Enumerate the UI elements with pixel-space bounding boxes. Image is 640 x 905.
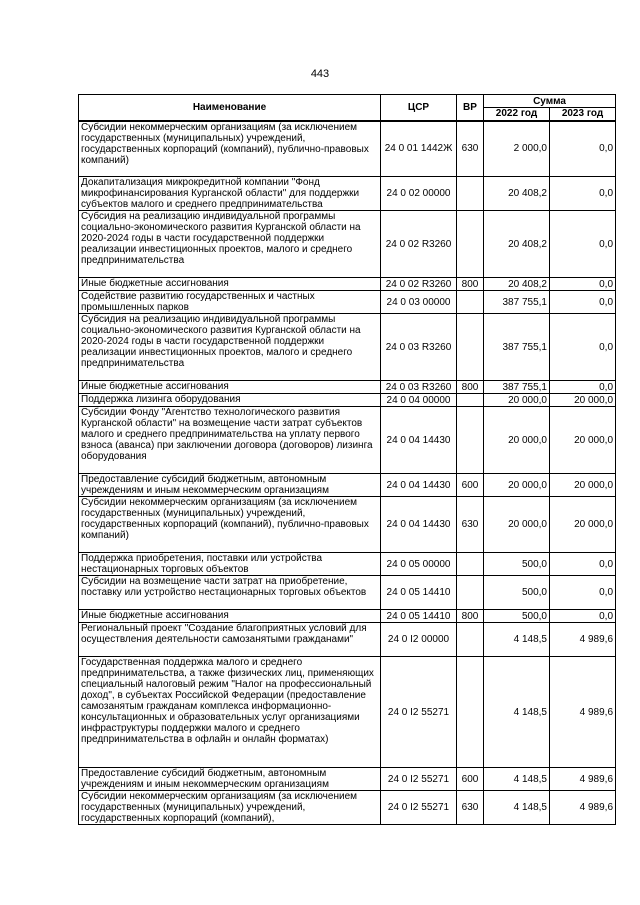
row-vr: 630 bbox=[457, 121, 484, 177]
row-csr: 24 0 02 R3260 bbox=[381, 211, 457, 278]
row-csr: 24 0 01 1442Ж bbox=[381, 121, 457, 177]
row-sum-2022: 20 000,0 bbox=[484, 407, 550, 474]
table-row bbox=[79, 553, 616, 576]
row-name: Предоставление субсидий бюджетным, автономным учреждениям и иным некоммерческим организациям bbox=[79, 474, 381, 497]
header-sum: Сумма bbox=[484, 95, 616, 108]
table-row bbox=[79, 314, 616, 381]
row-sum-2023: 0,0 bbox=[550, 314, 616, 381]
row-name: Поддержка приобретения, поставки или устройства нестационарных торговых объектов bbox=[79, 553, 381, 576]
row-vr: 800 bbox=[457, 610, 484, 623]
row-sum-2022: 20 408,2 bbox=[484, 211, 550, 278]
header-vr: ВР bbox=[457, 95, 484, 121]
row-name: Государственная поддержка малого и среднего предпринимательства, а также физических лиц, применяющих специальный налоговый режим "Налог на профессиональный доход", в субъектах Российской Федерации (предоставление самозанятым гражданам комплекса информационно-консультационных и образовательных услуг организациями инфраструктуры поддержки малого и среднего предпринимательства в офлайн и онлайн форматах) bbox=[79, 657, 381, 768]
row-sum-2022: 4 148,5 bbox=[484, 623, 550, 657]
row-vr: 600 bbox=[457, 768, 484, 791]
row-name: Субсидии некоммерческим организациям (за исключением государственных (муниципальных) учреждений, государственных корпораций (компаний), публично-правовых компаний) bbox=[79, 497, 381, 553]
row-name: Иные бюджетные ассигнования bbox=[79, 610, 381, 623]
row-sum-2022: 500,0 bbox=[484, 610, 550, 623]
row-sum-2023: 4 989,6 bbox=[550, 657, 616, 768]
row-sum-2022: 4 148,5 bbox=[484, 791, 550, 825]
row-sum-2023: 20 000,0 bbox=[550, 497, 616, 553]
row-sum-2023: 0,0 bbox=[550, 278, 616, 291]
row-sum-2022: 387 755,1 bbox=[484, 291, 550, 314]
row-vr: 800 bbox=[457, 278, 484, 291]
row-vr: 630 bbox=[457, 497, 484, 553]
row-name: Субсидии на возмещение части затрат на приобретение, поставку или устройство нестационарных торговых объектов bbox=[79, 576, 381, 610]
table-row bbox=[79, 497, 616, 553]
row-sum-2022: 20 408,2 bbox=[484, 278, 550, 291]
row-name: Иные бюджетные ассигнования bbox=[79, 278, 381, 291]
table-row bbox=[79, 278, 616, 291]
row-csr: 24 0 02 00000 bbox=[381, 177, 457, 211]
row-csr: 24 0 I2 55271 bbox=[381, 791, 457, 825]
row-vr bbox=[457, 177, 484, 211]
row-sum-2023: 0,0 bbox=[550, 610, 616, 623]
row-sum-2022: 20 000,0 bbox=[484, 497, 550, 553]
row-vr bbox=[457, 211, 484, 278]
row-name: Поддержка лизинга оборудования bbox=[79, 394, 381, 407]
row-vr: 630 bbox=[457, 791, 484, 825]
row-sum-2023: 20 000,0 bbox=[550, 407, 616, 474]
row-csr: 24 0 04 00000 bbox=[381, 394, 457, 407]
row-sum-2023: 0,0 bbox=[550, 381, 616, 394]
row-vr bbox=[457, 657, 484, 768]
row-name: Докапитализация микрокредитной компании "Фонд микрофинансирования Курганской области" для поддержки субъектов малого и среднего предпринимательства bbox=[79, 177, 381, 211]
row-sum-2022: 4 148,5 bbox=[484, 657, 550, 768]
row-vr bbox=[457, 623, 484, 657]
row-sum-2023: 0,0 bbox=[550, 553, 616, 576]
table-row bbox=[79, 394, 616, 407]
row-sum-2022: 4 148,5 bbox=[484, 768, 550, 791]
row-sum-2022: 500,0 bbox=[484, 576, 550, 610]
row-name: Региональный проект "Создание благоприятных условий для осуществления деятельности самозанятыми гражданами" bbox=[79, 623, 381, 657]
row-vr bbox=[457, 314, 484, 381]
row-sum-2022: 2 000,0 bbox=[484, 121, 550, 177]
budget-table bbox=[78, 94, 616, 825]
row-vr bbox=[457, 553, 484, 576]
row-sum-2023: 0,0 bbox=[550, 211, 616, 278]
table-row bbox=[79, 623, 616, 657]
header-year-2023: 2023 год bbox=[550, 108, 616, 121]
row-sum-2022: 387 755,1 bbox=[484, 314, 550, 381]
row-sum-2023: 0,0 bbox=[550, 177, 616, 211]
header-name: Наименование bbox=[79, 95, 381, 121]
row-csr: 24 0 I2 55271 bbox=[381, 657, 457, 768]
table-row bbox=[79, 768, 616, 791]
table-row bbox=[79, 381, 616, 394]
table-row bbox=[79, 474, 616, 497]
row-name: Субсидия на реализацию индивидуальной программы социально-экономического развития Курганской области на 2020-2024 годы в части государственной поддержки реализации инвестиционных проектов, малого и среднего предпринимательства bbox=[79, 314, 381, 381]
row-sum-2022: 20 000,0 bbox=[484, 474, 550, 497]
header-csr: ЦСР bbox=[381, 95, 457, 121]
table-row bbox=[79, 407, 616, 474]
row-csr: 24 0 03 00000 bbox=[381, 291, 457, 314]
table-row bbox=[79, 657, 616, 768]
row-csr: 24 0 04 14430 bbox=[381, 497, 457, 553]
row-name: Субсидии Фонду "Агентство технологического развития Курганской области" на возмещение части затрат субъектов малого и среднего предпринимательства на уплату первого взноса (аванса) при заключении договора (договоров) лизинга оборудования bbox=[79, 407, 381, 474]
row-sum-2023: 20 000,0 bbox=[550, 394, 616, 407]
row-sum-2023: 0,0 bbox=[550, 121, 616, 177]
row-csr: 24 0 I2 00000 bbox=[381, 623, 457, 657]
row-csr: 24 0 03 R3260 bbox=[381, 314, 457, 381]
row-sum-2023: 4 989,6 bbox=[550, 623, 616, 657]
row-sum-2022: 500,0 bbox=[484, 553, 550, 576]
table-row bbox=[79, 576, 616, 610]
header-year-2022: 2022 год bbox=[484, 108, 550, 121]
row-name: Субсидии некоммерческим организациям (за исключением государственных (муниципальных) учреждений, государственных корпораций (компаний), bbox=[79, 791, 381, 825]
row-sum-2023: 20 000,0 bbox=[550, 474, 616, 497]
row-vr bbox=[457, 291, 484, 314]
row-sum-2022: 20 408,2 bbox=[484, 177, 550, 211]
row-vr: 600 bbox=[457, 474, 484, 497]
row-name: Субсидия на реализацию индивидуальной программы социально-экономического развития Курганской области на 2020-2024 годы в части государственной поддержки реализации инвестиционных проектов, малого и среднего предпринимательства bbox=[79, 211, 381, 278]
row-csr: 24 0 05 14410 bbox=[381, 576, 457, 610]
row-sum-2023: 0,0 bbox=[550, 291, 616, 314]
row-csr: 24 0 I2 55271 bbox=[381, 768, 457, 791]
table-row bbox=[79, 610, 616, 623]
row-name: Предоставление субсидий бюджетным, автономным учреждениям и иным некоммерческим организациям bbox=[79, 768, 381, 791]
row-vr bbox=[457, 394, 484, 407]
row-csr: 24 0 05 00000 bbox=[381, 553, 457, 576]
row-name: Содействие развитию государственных и частных промышленных парков bbox=[79, 291, 381, 314]
row-sum-2023: 4 989,6 bbox=[550, 768, 616, 791]
row-csr: 24 0 04 14430 bbox=[381, 407, 457, 474]
row-name: Субсидии некоммерческим организациям (за исключением государственных (муниципальных) учреждений, государственных корпораций (компаний), публично-правовых компаний) bbox=[79, 121, 381, 177]
row-sum-2022: 387 755,1 bbox=[484, 381, 550, 394]
row-vr bbox=[457, 576, 484, 610]
row-vr bbox=[457, 407, 484, 474]
row-sum-2023: 0,0 bbox=[550, 576, 616, 610]
table-row bbox=[79, 211, 616, 278]
row-csr: 24 0 04 14430 bbox=[381, 474, 457, 497]
row-csr: 24 0 02 R3260 bbox=[381, 278, 457, 291]
table-row bbox=[79, 291, 616, 314]
row-csr: 24 0 05 14410 bbox=[381, 610, 457, 623]
row-csr: 24 0 03 R3260 bbox=[381, 381, 457, 394]
row-name: Иные бюджетные ассигнования bbox=[79, 381, 381, 394]
row-sum-2022: 20 000,0 bbox=[484, 394, 550, 407]
page-number: 443 bbox=[310, 68, 330, 80]
table-row bbox=[79, 121, 616, 177]
table-row bbox=[79, 791, 616, 825]
row-vr: 800 bbox=[457, 381, 484, 394]
table-row bbox=[79, 177, 616, 211]
row-sum-2023: 4 989,6 bbox=[550, 791, 616, 825]
